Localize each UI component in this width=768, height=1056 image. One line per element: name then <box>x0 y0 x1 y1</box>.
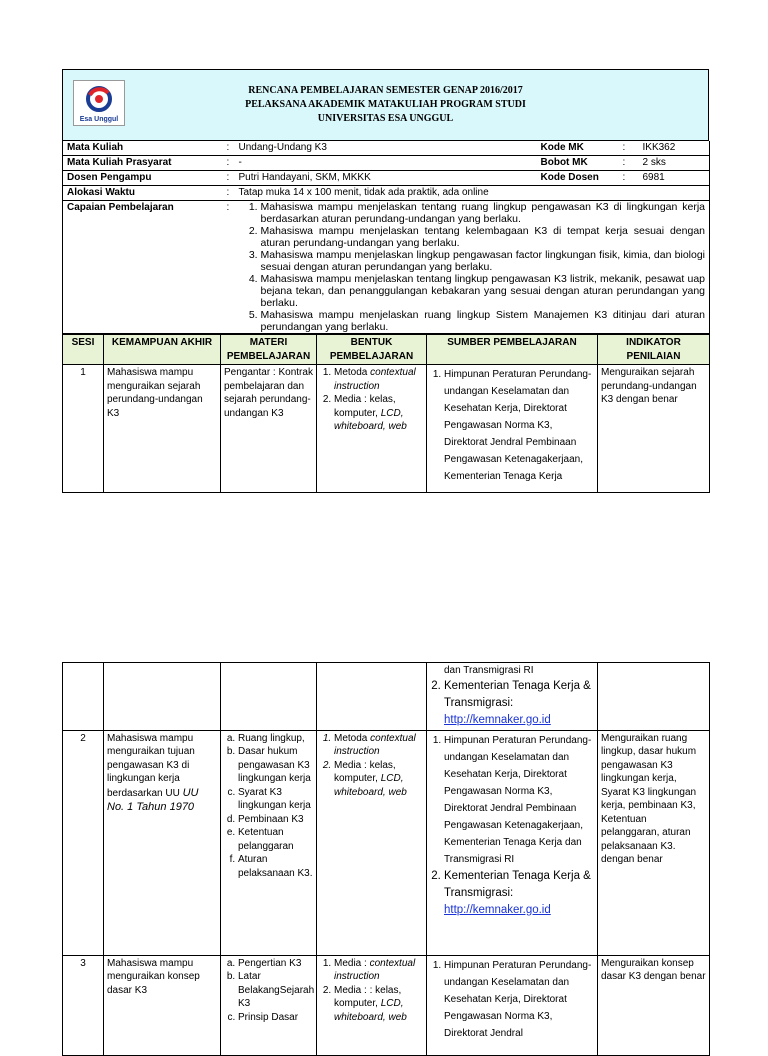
materi-item: a. Pengertian K3 <box>238 957 313 971</box>
colon: : <box>223 201 235 334</box>
kemnaker-link[interactable]: http://kemnaker.go.id <box>444 903 551 916</box>
bentuk-label: Media : kelas, komputer, <box>334 394 396 419</box>
sesi-cell: 3 <box>63 955 104 1055</box>
bentuk-label: Metoda <box>334 732 368 744</box>
materi-item: c. Prinsip Dasar <box>238 1011 313 1025</box>
materi-cell <box>221 730 317 955</box>
dosen-label: Dosen Pengampu <box>63 171 223 186</box>
bentuk-value: LCD, whiteboard, web <box>334 998 407 1023</box>
capaian-item: 2. Mahasiswa mampu menjelaskan tentang kelembagaan K3 di tempat kerja sesuai dengan aturan perundang-undangan yang berlaku. <box>261 225 706 249</box>
sesi-cell: 1 <box>63 365 104 493</box>
sumber-cell <box>427 955 598 1055</box>
capaian-item: 5. Mahasiswa mampu menjelaskan ruang lingkup Sistem Manajemen K3 ditinjau dari aturan perundangan yang berlaku. <box>261 309 706 333</box>
kode-label: Kode MK <box>537 141 619 156</box>
sumber-item <box>444 868 594 919</box>
kode-dosen-value: 6981 <box>639 171 710 186</box>
kemampuan-law: UU No. 1 Tahun 1970 <box>107 786 199 814</box>
col-materi: MATERI PEMBELAJARAN <box>221 335 317 365</box>
colon: : <box>223 186 235 201</box>
bentuk-item <box>334 366 423 393</box>
capaian-item: 1. Mahasiswa mampu menjelaskan tentang ruang lingkup pengawasan K3 di lingkungan kerja berdasarkan aturan perundang-undangan yang berlaku. <box>261 201 706 225</box>
bentuk-item <box>334 759 423 800</box>
title-line-1: RENCANA PEMBELAJARAN SEMESTER GENAP 2016/2017 <box>248 85 523 96</box>
document-title <box>63 84 708 126</box>
bentuk-label: Media : kelas, komputer, <box>334 759 396 784</box>
materi-item: d. Pembinaan K3 <box>238 813 313 827</box>
capaian-label: Capaian Pembelajaran <box>63 201 223 334</box>
title-line-2: PELAKSANA AKADEMIK MATAKULIAH PROGRAM STUDI <box>245 99 526 110</box>
materi-item: b. Dasar hukum pengawasan K3 lingkungan kerja <box>238 745 313 786</box>
bentuk-value: contextual instruction <box>334 957 416 982</box>
bentuk-value: contextual instruction <box>334 367 416 392</box>
mk-label: Mata Kuliah <box>63 141 223 156</box>
sumber-cell <box>427 663 598 731</box>
bentuk-label: Metoda <box>334 367 368 378</box>
kode-value: IKK362 <box>639 141 710 156</box>
bentuk-value: LCD, whiteboard, web <box>334 773 407 798</box>
sesi-cell <box>63 663 104 731</box>
title-line-3: UNIVERSITAS ESA UNGGUL <box>317 113 454 124</box>
colon: : <box>619 171 639 186</box>
table-row <box>63 663 710 731</box>
colon: : <box>223 156 235 171</box>
bentuk-cell <box>317 365 427 493</box>
sumber-text: Kementerian Tenaga Kerja & Transmigrasi: <box>444 869 591 899</box>
indikator-cell: Menguraikan konsep dasar K3 dengan benar <box>598 955 710 1055</box>
session-table-page-2 <box>62 662 710 1056</box>
colon: : <box>223 171 235 186</box>
indikator-cell: Menguraikan ruang lingkup, dasar hukum pengawasan K3 lingkungan kerja, Syarat K3 lingkungan kerja, pembinaan K3, Ketentuan pelanggaran, aturan pelaksanaan K3. dengan benar <box>598 730 710 955</box>
document-header <box>62 69 709 141</box>
colon: : <box>223 141 235 156</box>
kode-dosen-label: Kode Dosen <box>537 171 619 186</box>
dosen-value: Putri Handayani, SKM, MKKK <box>235 171 537 186</box>
sumber-item: 1. Himpunan Peraturan Perundang-undangan Keselamatan dan Kesehatan Kerja, Direktorat Pengawasan Norma K3, Direktorat Jendral Pembinaan Pengawasan Ketenagakerjaan, Kementerian Tenaga Kerja <box>444 366 594 485</box>
kemampuan-cell: Mahasiswa mampu menguraikan sejarah perundang-undangan K3 <box>104 365 221 493</box>
sumber-item: 1. Himpunan Peraturan Perundang-undangan Keselamatan dan Kesehatan Kerja, Direktorat Pengawasan Norma K3, Direktorat Jendral <box>444 957 594 1042</box>
prasyarat-value: - <box>235 156 537 171</box>
logo-text: Esa Unggul <box>79 116 119 123</box>
kemampuan-text: Mahasiswa mampu menguraikan tujuan pengawasan K3 di lingkungan kerja berdasarkan UU <box>107 732 195 799</box>
bentuk-label: Media : <box>334 957 370 969</box>
sumber-text: Kementerian Tenaga Kerja & Transmigrasi: <box>444 679 591 709</box>
indikator-cell <box>598 663 710 731</box>
col-sumber: SUMBER PEMBELAJARAN <box>427 335 598 365</box>
indikator-cell: Menguraikan sejarah perundang-undangan K3 dengan benar <box>598 365 710 493</box>
materi-cell <box>221 663 317 731</box>
materi-item: e. Ketentuan pelanggaran <box>238 826 313 853</box>
bentuk-label: Media : : kelas, komputer, <box>334 984 402 1009</box>
materi-item: f. Aturan pelaksanaan K3. <box>238 853 313 880</box>
col-indikator: INDIKATOR PENILAIAN <box>598 335 710 365</box>
bentuk-cell <box>317 663 427 731</box>
bobot-value: 2 sks <box>639 156 710 171</box>
bentuk-value: LCD, whiteboard, web <box>334 407 407 432</box>
table-row <box>63 955 710 1055</box>
alokasi-value: Tatap muka 14 x 100 menit, tidak ada praktik, ada online <box>235 186 710 201</box>
sumber-cell <box>427 365 598 493</box>
bentuk-cell <box>317 730 427 955</box>
page-1 <box>62 69 709 493</box>
bentuk-item <box>334 957 423 984</box>
table-row <box>63 365 710 493</box>
bentuk-item <box>334 732 423 759</box>
session-table-page-1 <box>62 334 710 493</box>
col-kemampuan: KEMAMPUAN AKHIR <box>104 335 221 365</box>
kemampuan-cell: Mahasiswa mampu menguraikan konsep dasar K3 <box>104 955 221 1055</box>
colon: : <box>619 156 639 171</box>
capaian-item: 4. Mahasiswa mampu menjelaskan tentang lingkup pengawasan K3 listrik, mekanik, pesawat uap bejana tekan, dan penanggulangan kebakaran yang sesuai dengan aturan perundangan yang berlaku. <box>261 273 706 309</box>
bentuk-value: contextual instruction <box>334 732 416 757</box>
bentuk-item <box>334 393 423 434</box>
col-sesi: SESI <box>63 335 104 365</box>
materi-item: c. Syarat K3 lingkungan kerja <box>238 786 313 813</box>
sumber-item: 1. Himpunan Peraturan Perundang-undangan Keselamatan dan Kesehatan Kerja, Direktorat Pengawasan Norma K3, Direktorat Jendral Pembinaan Pengawasan Ketenagakerjaan, Kementerian Tenaga Kerja dan Transmigrasi RI <box>444 732 594 868</box>
table-row <box>63 730 710 955</box>
mk-value: Undang-Undang K3 <box>235 141 537 156</box>
materi-item: b. Latar BelakangSejarah K3 <box>238 970 313 1011</box>
sumber-cell <box>427 730 598 955</box>
bentuk-item <box>334 984 423 1025</box>
kemnaker-link[interactable]: http://kemnaker.go.id <box>444 713 551 726</box>
col-bentuk: BENTUK PEMBELAJARAN <box>317 335 427 365</box>
page-2 <box>62 662 709 1056</box>
kemampuan-cell <box>104 730 221 955</box>
sumber-item <box>444 678 594 729</box>
capaian-list <box>235 201 710 334</box>
sesi-cell: 2 <box>63 730 104 955</box>
colon: : <box>619 141 639 156</box>
materi-cell: Pengantar : Kontrak pembelajaran dan sejarah perundang-undangan K3 <box>221 365 317 493</box>
alokasi-label: Alokasi Waktu <box>63 186 223 201</box>
capaian-item: 3. Mahasiswa mampu menjelaskan lingkup pengawasan factor lingkungan fisik, kimia, dan biologi sesuai dengan aturan perundangan yang berlaku. <box>261 249 706 273</box>
materi-cell <box>221 955 317 1055</box>
sumber-continuation: dan Transmigrasi RI <box>444 665 534 676</box>
course-info-table <box>62 141 710 334</box>
bobot-label: Bobot MK <box>537 156 619 171</box>
prasyarat-label: Mata Kuliah Prasyarat <box>63 156 223 171</box>
kemampuan-cell <box>104 663 221 731</box>
bentuk-cell <box>317 955 427 1055</box>
materi-item: a. Ruang lingkup, <box>238 732 313 746</box>
